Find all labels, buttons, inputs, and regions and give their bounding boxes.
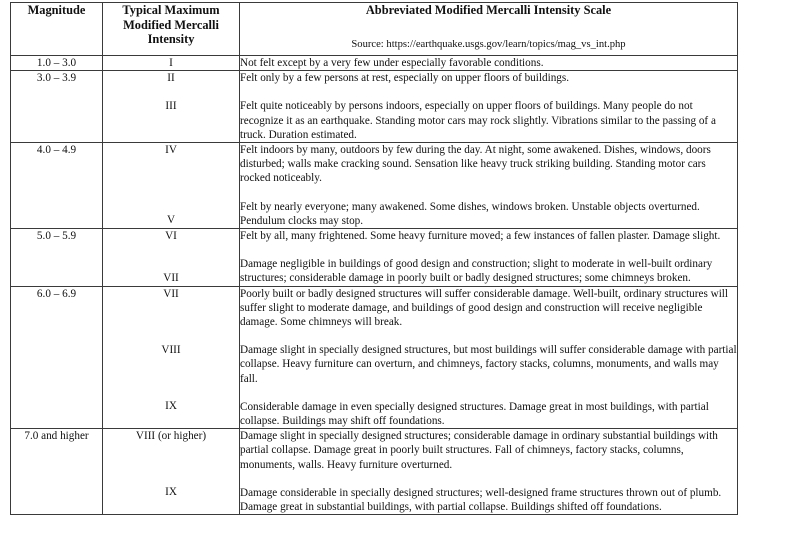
description-cell: Not felt except by a very few under especially favorable conditions. <box>240 56 738 71</box>
description-text: Damage slight in specially designed structures, but most buildings will suffer considerable damage with partial collapse. Heavy furniture can overturn, and chimneys, factory stacks, columns, monuments, and walls may fall. <box>240 344 737 385</box>
intensity-value: VII <box>163 272 179 285</box>
header-intensity-line3: Intensity <box>147 32 195 46</box>
mercalli-table <box>10 2 738 515</box>
intensity-value: VII <box>163 287 179 300</box>
table-row <box>11 56 738 71</box>
magnitude-cell: 6.0 – 6.9 <box>11 286 103 429</box>
description-text: Damage negligible in buildings of good design and construction; slight to moderate in well-built ordinary structures; considerable damage in poorly built or badly designed structures; some chimneys broken. <box>240 258 713 285</box>
description-text: Felt quite noticeably by persons indoors, especially on upper floors of buildings. Many people do not recognize it as an earthquake. Standing motor cars may rock slightly. Vibrations similar to the passing of a truck. Duration estimated. <box>240 100 716 141</box>
description-text: Felt only by a few persons at rest, especially on upper floors of buildings. <box>240 72 570 85</box>
table-row <box>11 429 738 515</box>
intensity-value: IV <box>165 144 177 157</box>
intensity-cell <box>103 229 240 287</box>
intensity-value: VIII <box>161 343 181 356</box>
intensity-value: IX <box>165 400 177 413</box>
description-text: Damage considerable in specially designed structures; well-designed frame structures thrown out of plumb. Damage great in substantial buildings, with partial collapse. Buildings shifted off foundations. <box>240 486 722 514</box>
intensity-value: IX <box>165 486 177 499</box>
description-cell <box>240 286 738 429</box>
intensity-value: II <box>167 72 175 85</box>
intensity-cell: I <box>103 56 240 71</box>
description-cell <box>240 229 738 287</box>
description-text: Felt by all, many frightened. Some heavy furniture moved; a few instances of fallen plaster. Damage slight. <box>240 230 721 243</box>
description-cell <box>240 143 738 229</box>
header-row <box>11 3 738 56</box>
intensity-cell <box>103 286 240 429</box>
intensity-cell <box>103 429 240 515</box>
magnitude-cell: 3.0 – 3.9 <box>11 71 103 143</box>
table-row <box>11 229 738 287</box>
header-intensity-line1: Typical Maximum <box>122 3 220 17</box>
description-text: Poorly built or badly designed structures will suffer considerable damage. Well-built, ordinary structures will suffer slight to moderate damage, and buildings of good design and construction will receive negligible damage. Some chimneys will break. <box>240 287 729 329</box>
header-intensity-line2: Modified Mercalli <box>123 17 219 32</box>
header-magnitude: Magnitude <box>11 3 103 56</box>
header-description-title: Abbreviated Modified Mercalli Intensity Scale <box>365 3 612 17</box>
description-text: Considerable damage in even specially designed structures. Damage great in most buildings, with partial collapse. Buildings may shift off foundations. <box>240 400 709 428</box>
header-source: Source: https://earthquake.usgs.gov/learn/topics/mag_vs_int.php <box>351 39 626 50</box>
magnitude-cell: 4.0 – 4.9 <box>11 143 103 229</box>
table-row <box>11 286 738 429</box>
header-description <box>240 3 738 56</box>
intensity-value: V <box>166 214 176 227</box>
magnitude-cell: 7.0 and higher <box>11 429 103 515</box>
intensity-cell <box>103 71 240 143</box>
intensity-value: VIII (or higher) <box>135 430 207 443</box>
header-intensity <box>103 3 240 56</box>
table-row <box>11 71 738 143</box>
description-cell <box>240 71 738 143</box>
description-text: Felt indoors by many, outdoors by few during the day. At night, some awakened. Dishes, windows, doors disturbed; walls make cracking sound. Sensation like heavy truck striking building. Standing motor cars rocked noticeably. <box>240 144 711 185</box>
description-text: Damage slight in specially designed structures; considerable damage in ordinary substantial buildings with partial collapse. Damage great in poorly built structures. Fall of chimneys, factory stacks, columns, monuments, walls. Heavy furniture overturned. <box>240 430 718 471</box>
table-row <box>11 143 738 229</box>
description-text: Felt by nearly everyone; many awakened. Some dishes, windows broken. Unstable objects overturned. Pendulum clocks may stop. <box>240 200 700 227</box>
intensity-cell <box>103 143 240 229</box>
description-cell <box>240 429 738 515</box>
intensity-value: III <box>165 100 177 113</box>
magnitude-cell: 1.0 – 3.0 <box>11 56 103 71</box>
intensity-value: VI <box>165 230 177 243</box>
magnitude-cell: 5.0 – 5.9 <box>11 229 103 287</box>
